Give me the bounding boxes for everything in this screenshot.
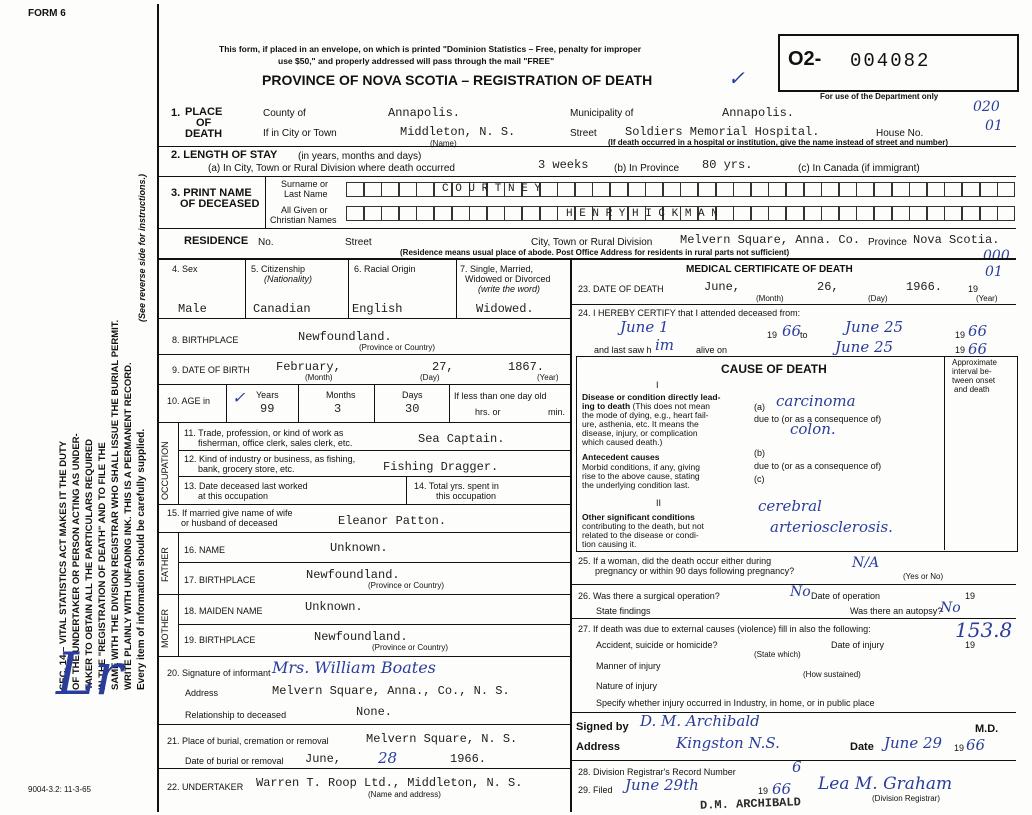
side-instruction-3: TAKER TO OBTAIN ALL THE PARTICULARS REQUIRED xyxy=(84,438,95,690)
letter-box xyxy=(839,206,857,221)
form-number: FORM 6 xyxy=(28,8,66,19)
form-title: PROVINCE OF NOVA SCOTIA – REGISTRATION OF DEATH xyxy=(262,72,653,88)
letter-box xyxy=(399,182,417,197)
informant-signature: Mrs. William Boates xyxy=(272,658,436,677)
letter-box xyxy=(927,206,945,221)
pregnancy-value: N/A xyxy=(852,555,880,571)
letter-box xyxy=(346,182,364,197)
dob-month-value: February, xyxy=(276,360,341,374)
margin-note-value: 153.8 xyxy=(955,618,1013,642)
letter-box xyxy=(522,206,540,221)
street-value: Soldiers Memorial Hospital. xyxy=(625,125,820,139)
letter-box xyxy=(804,206,822,221)
racial-origin-value: English xyxy=(352,302,403,316)
city-value: Middleton, N. S. xyxy=(400,125,516,139)
father-name-value: Unknown. xyxy=(330,541,388,555)
letter-box xyxy=(716,206,734,221)
death-year-value: 1966. xyxy=(906,280,943,294)
letter-box xyxy=(997,206,1015,221)
letter-box xyxy=(364,182,382,197)
letter-box xyxy=(821,182,839,197)
residence-city-value: Melvern Square, Anna. Co. xyxy=(680,233,861,247)
age-years-check: ✓ xyxy=(232,388,246,407)
age-days-value: 30 xyxy=(405,402,420,416)
county-value: Annapolis. xyxy=(388,106,461,120)
stay-province-value: 80 yrs. xyxy=(702,158,753,172)
residence-label: RESIDENCE xyxy=(184,235,249,247)
death-day-value: 26, xyxy=(817,280,839,294)
letter-box xyxy=(381,206,399,221)
letter-box xyxy=(839,182,857,197)
left-frame-line xyxy=(157,4,159,812)
spouse-name-value: Eleanor Patton. xyxy=(338,514,447,528)
birthplace-value: Newfoundland. xyxy=(298,330,392,344)
check-mark: ✓ xyxy=(728,66,745,90)
occupation-industry-value: Fishing Dragger. xyxy=(383,460,499,474)
signed-date-year: 66 xyxy=(966,736,986,754)
letter-box xyxy=(698,182,716,197)
dob-day-value: 27, xyxy=(432,360,454,374)
sex-value: Male xyxy=(178,302,207,316)
letter-box xyxy=(610,182,628,197)
mother-maiden-value: Unknown. xyxy=(305,600,363,614)
form-footer-code: 9004-3.2: 11-3-65 xyxy=(28,785,92,794)
filed-date: June 29th xyxy=(625,776,699,794)
letter-box xyxy=(364,206,382,221)
letter-box xyxy=(856,182,874,197)
given-names-value: H E N R Y H I C K M A N xyxy=(566,208,718,220)
age-years-value: 99 xyxy=(260,402,275,416)
occupation-trade-value: Sea Captain. xyxy=(418,432,505,446)
letter-box xyxy=(716,182,734,197)
letter-box xyxy=(768,206,786,221)
letter-box xyxy=(944,182,962,197)
cause-a-value: carcinoma xyxy=(776,392,856,410)
father-birthplace-value: Newfoundland. xyxy=(306,568,400,582)
place-of-death-num: 1. xyxy=(171,107,181,119)
mother-vertical-label: MOTHER xyxy=(160,609,170,648)
letter-box xyxy=(399,206,417,221)
department-code-1: 020 xyxy=(973,99,1000,115)
citizenship-value: Canadian xyxy=(253,302,311,316)
attended-from-value: June 1 xyxy=(620,318,669,336)
dob-year-value: 1867. xyxy=(508,360,545,374)
department-code-3: 000 xyxy=(983,248,1010,264)
letter-box xyxy=(874,182,892,197)
registration-number-box xyxy=(778,34,1019,92)
last-saw-date: June 25 xyxy=(835,338,894,356)
signed-date: June 29 xyxy=(884,734,943,752)
letter-box xyxy=(487,206,505,221)
letter-box xyxy=(733,206,751,221)
burial-year-value: 1966. xyxy=(450,752,487,766)
letter-box xyxy=(874,206,892,221)
letter-box xyxy=(504,206,522,221)
letter-box xyxy=(592,182,610,197)
stay-city-value: 3 weeks xyxy=(538,158,589,172)
burial-place-value: Melvern Square, N. S. xyxy=(366,732,518,746)
letter-box xyxy=(751,182,769,197)
print-name-label: 3. PRINT NAME xyxy=(171,187,252,199)
registrar-signature: Lea M. Graham xyxy=(818,774,953,794)
father-vertical-label: FATHER xyxy=(160,547,170,582)
letter-box xyxy=(751,206,769,221)
burial-day-value: 28 xyxy=(378,749,398,767)
letter-box xyxy=(944,206,962,221)
side-instruction-5: SAME WITH THE DIVISION REGISTRAR WHO SHALL ISSUE THE BURIAL PERMIT. xyxy=(110,319,121,690)
physician-address: Kingston N.S. xyxy=(676,734,780,752)
attended-from-year: 66 xyxy=(782,322,802,340)
registrar-record-number: 6 xyxy=(792,758,802,776)
department-code-2: 01 xyxy=(985,118,1003,134)
filed-year: 66 xyxy=(772,780,792,798)
attended-to-value: June 25 xyxy=(845,318,904,336)
mother-birthplace-value: Newfoundland. xyxy=(314,630,408,644)
letter-box xyxy=(980,182,998,197)
letter-box xyxy=(962,182,980,197)
letter-box xyxy=(909,182,927,197)
other-condition-1: cerebral xyxy=(758,497,822,515)
department-use-label: For use of the Department only xyxy=(820,92,939,101)
mailing-notice-line2: use $50," and properly addressed will pass through the mail "FREE" xyxy=(278,56,555,66)
cause-a-consequence-value: colon. xyxy=(790,420,836,438)
letter-box xyxy=(962,206,980,221)
letter-box xyxy=(892,182,910,197)
residence-province-value: Nova Scotia. xyxy=(913,233,1000,247)
municipality-value: Annapolis. xyxy=(722,106,795,120)
letter-box xyxy=(663,182,681,197)
letter-box xyxy=(786,182,804,197)
letter-box xyxy=(804,182,822,197)
undertaker-value: Warren T. Roop Ltd., Middleton, N. S. xyxy=(256,776,523,790)
relationship-value: None. xyxy=(356,705,393,719)
letter-box xyxy=(768,182,786,197)
letter-box xyxy=(540,182,558,197)
letter-box xyxy=(927,182,945,197)
letter-box xyxy=(645,182,663,197)
length-of-stay-label: 2. LENGTH OF STAY xyxy=(171,149,278,161)
medical-certificate-header: MEDICAL CERTIFICATE OF DEATH xyxy=(686,264,853,275)
registration-prefix: O2- xyxy=(788,48,822,70)
letter-box xyxy=(469,206,487,221)
letter-box xyxy=(346,206,364,221)
surname-value: C O U R T N E Y xyxy=(442,183,542,195)
letter-box xyxy=(786,206,804,221)
letter-box xyxy=(628,182,646,197)
surgery-value: No xyxy=(790,584,811,600)
letter-box xyxy=(416,182,434,197)
marital-status-value: Widowed. xyxy=(476,302,534,316)
side-instruction-1: SEC. 14 – VITAL STATISTICS ACT MAKES IT THE DUTY xyxy=(58,440,69,690)
letter-box xyxy=(997,182,1015,197)
letter-box xyxy=(733,182,751,197)
letter-box xyxy=(821,206,839,221)
cause-of-death-header: CAUSE OF DEATH xyxy=(721,362,827,376)
letter-box xyxy=(540,206,558,221)
side-instruction-2: OF THE UNDERTAKER OR PERSON ACTING AS UNDER- xyxy=(71,433,82,690)
last-saw-year: 66 xyxy=(968,340,988,358)
death-month-value: June, xyxy=(704,280,741,294)
other-condition-2: arteriosclerosis. xyxy=(770,518,893,536)
informant-address-value: Melvern Square, Anna., Co., N. S. xyxy=(272,684,510,698)
letter-box xyxy=(557,182,575,197)
letter-box xyxy=(856,206,874,221)
side-instruction-6: WRITE PLAINLY WITH UNFADING INK. THIS IS A PERMANENT RECORD. xyxy=(123,362,134,690)
margin-scribble: Lr xyxy=(56,640,123,708)
side-instruction-4: IN THE "REGISTRATION OF DEATH" AND TO FILE THE xyxy=(97,442,108,690)
burial-month-value: June, xyxy=(305,752,342,766)
letter-box xyxy=(892,206,910,221)
letter-box xyxy=(452,206,470,221)
side-instruction-careful: Every item of information should be carefully supplied. xyxy=(136,428,147,690)
mailing-notice-line1: This form, if placed in an envelope, on which is printed "Dominion Statistics – Free, penalty for improper xyxy=(219,44,642,54)
department-code-4: 01 xyxy=(985,264,1003,280)
letter-box xyxy=(909,206,927,221)
autopsy-value: No xyxy=(940,600,961,616)
letter-box xyxy=(434,206,452,221)
physician-signature: D. M. Archibald xyxy=(640,712,760,730)
letter-box xyxy=(381,182,399,197)
attended-to-year: 66 xyxy=(968,322,988,340)
side-instruction-reverse: (See reverse side for instructions.) xyxy=(137,173,147,322)
place-of-death-label: PLACE xyxy=(185,106,223,118)
physician-name-stamp: D.M. ARCHIBALD xyxy=(699,795,802,813)
letter-box xyxy=(680,182,698,197)
last-saw-him: im xyxy=(655,336,675,354)
age-months-value: 3 xyxy=(334,402,342,416)
letter-box xyxy=(416,206,434,221)
letter-box xyxy=(980,206,998,221)
letter-box xyxy=(575,182,593,197)
occupation-vertical-label: OCCUPATION xyxy=(160,441,170,500)
registration-number: 004082 xyxy=(850,50,931,72)
